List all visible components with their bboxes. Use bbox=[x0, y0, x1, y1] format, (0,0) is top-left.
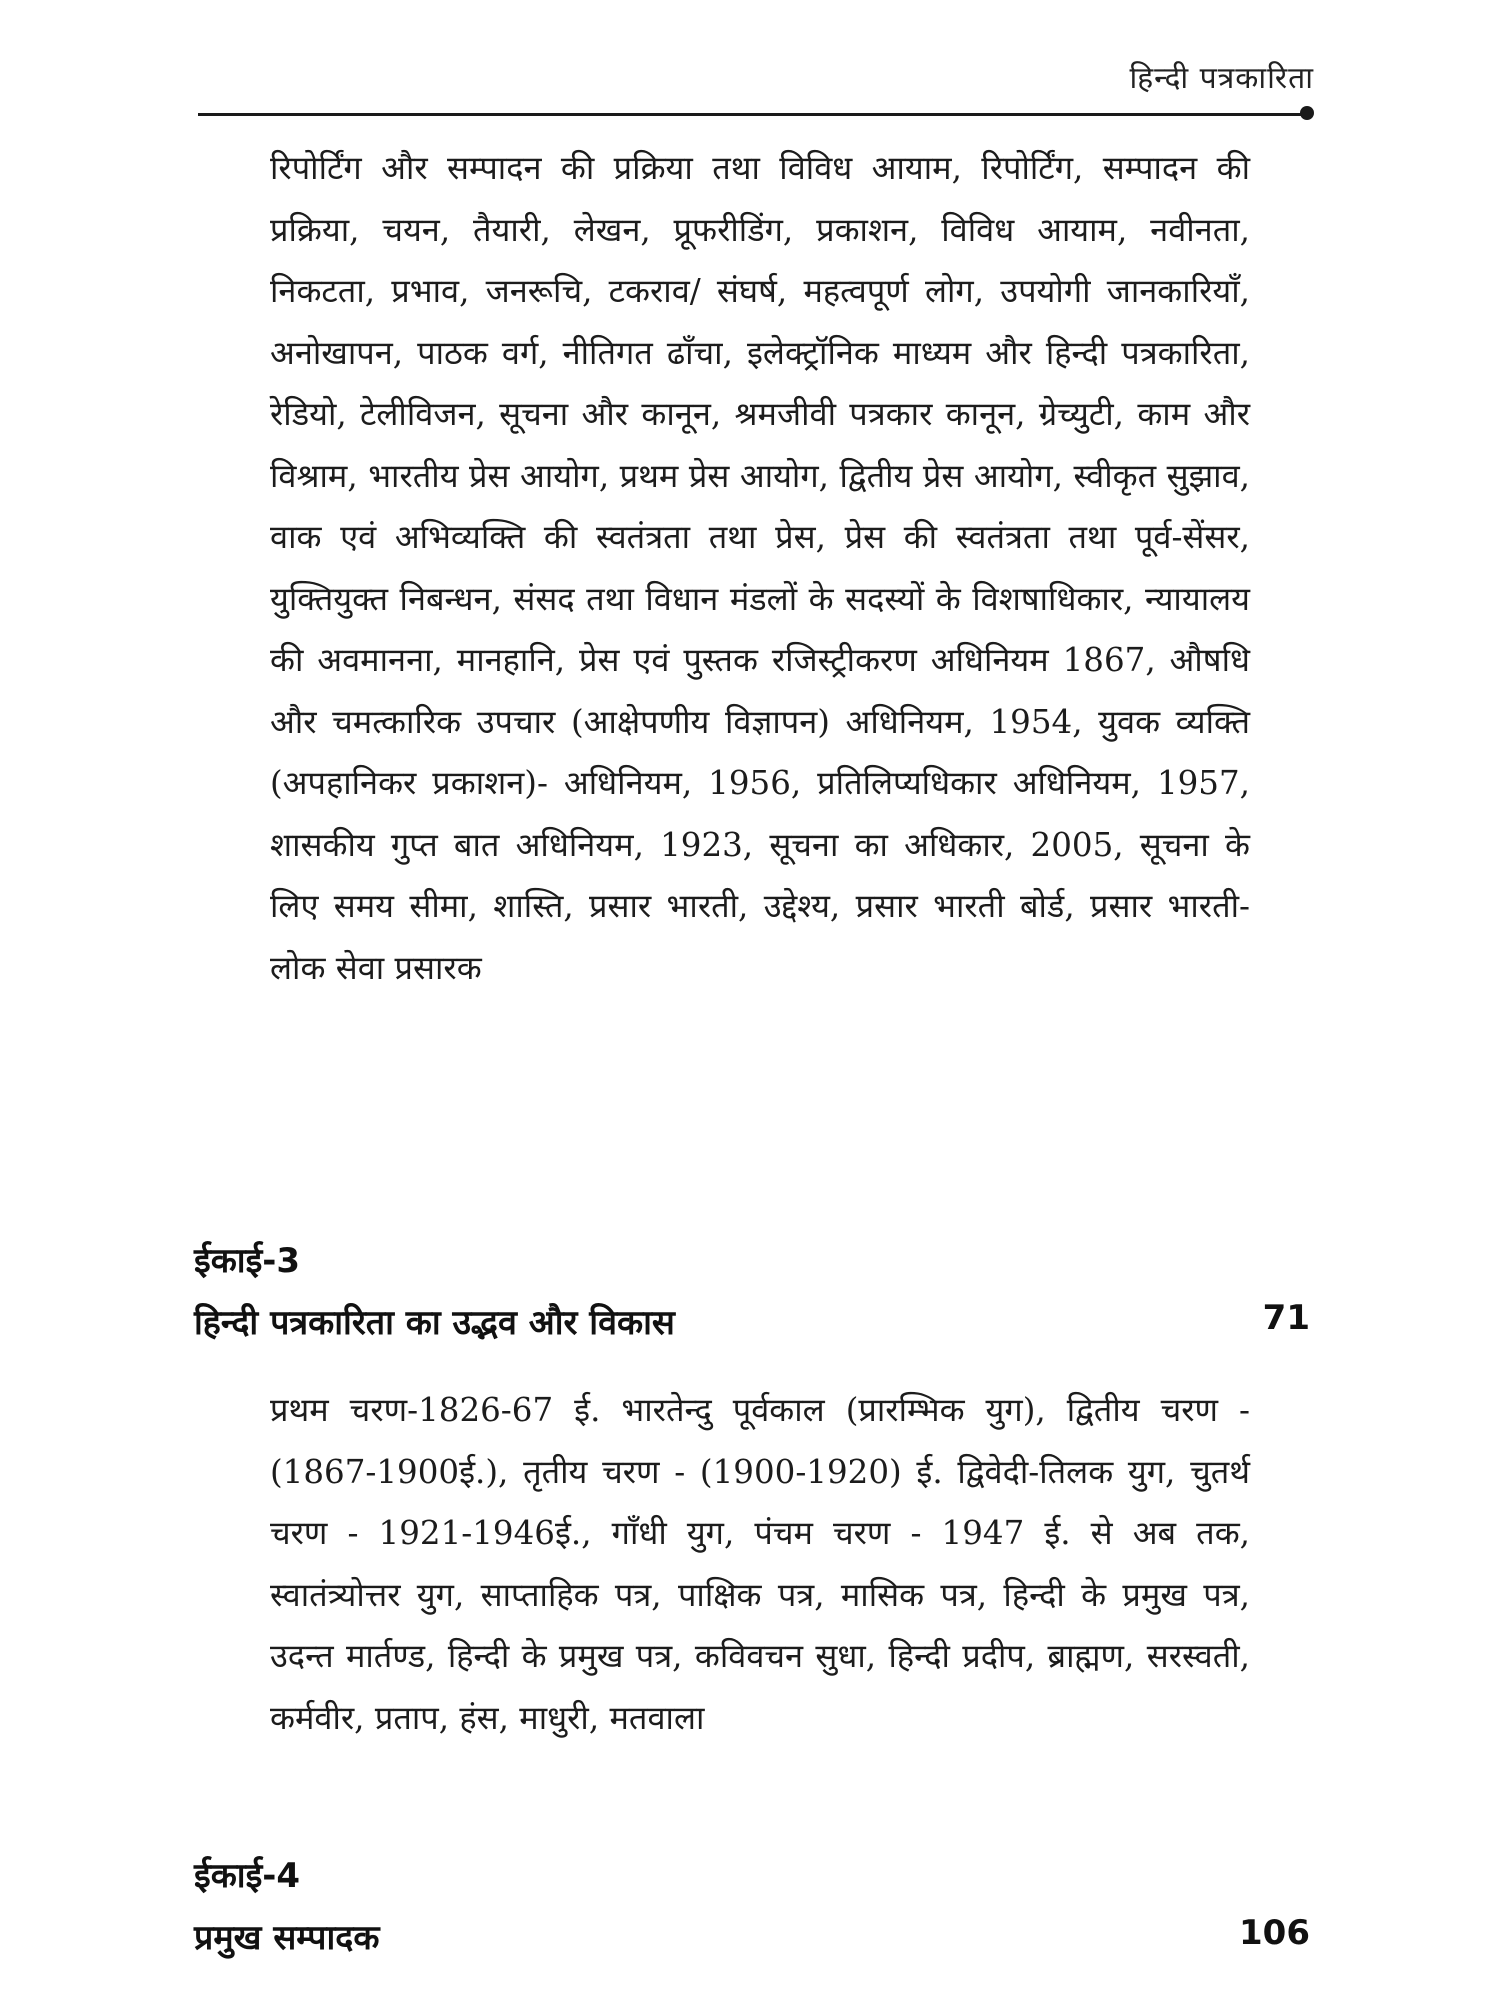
unit-2-contents: रिपोर्टिंग और सम्पादन की प्रक्रिया तथा विविध आयाम, रिपोर्टिंग, सम्पादन की प्रक्रिया, चयन, तैयारी, लेखन, प्रूफरीडिंग, प्रकाशन, विविध आयाम, नवीनता, निकटता, प्रभाव, जनरूचि, टकराव/ संघर्ष, महत्वपूर्ण लोग, उपयोगी जानकारियाँ, अनोखापन, पाठक वर्ग, नीतिगत ढाँचा, इलेक्ट्रॉनिक माध्यम और हिन्दी पत्रकारिता, रेडियो, टेलीविजन, सूचना और कानून, श्रमजीवी पत्रकार कानून, ग्रेच्युटी, काम और विश्राम, भारतीय प्रेस आयोग, प्रथम प्रेस आयोग, द्वितीय प्रेस आयोग, स्वीकृत सुझाव, वाक एवं अभिव्यक्ति की स्वतंत्रता तथा प्रेस, प्रेस की स्वतंत्रता तथा पूर्व-सेंसर, युक्तियुक्त निबन्धन, संसद तथा विधान मंडलों के सदस्यों के विशषाधिकार, न्यायालय की अवमानना, मानहानि, प्रेस एवं पुस्तक रजिस्ट्रीकरण अधिनियम 1867, औषधि और चमत्कारिक उपचार (आक्षेपणीय विज्ञापन) अधिनियम, 1954, युवक व्यक्ति (अपहानिकर प्रकाशन)- अधिनियम, 1956, प्रतिलिप्यधिकार अधिनियम, 1957, शासकीय गुप्त बात अधिनियम, 1923, सूचना का अधिकार, 2005, सूचना के लिए समय सीमा, शास्ति, प्रसार भारती, उद्देश्य, प्रसार भारती बोर्ड, प्रसार भारती-लोक सेवा प्रसारक bbox=[270, 149, 1250, 987]
header-rule bbox=[198, 113, 1304, 116]
header-rule-dot bbox=[1300, 106, 1314, 120]
unit-4-title: प्रमुख सम्पादक bbox=[194, 1918, 380, 1958]
unit-3-page-number: 71 bbox=[1262, 1298, 1310, 1338]
unit-4-label: ईकाई-4 bbox=[194, 1856, 301, 1896]
running-header-title: हिन्दी पत्रकारिता bbox=[1129, 61, 1314, 96]
unit-4-page-number: 106 bbox=[1239, 1913, 1310, 1953]
unit-3-contents: प्रथम चरण-1826-67 ई. भारतेन्दु पूर्वकाल (प्रारम्भिक युग), द्वितीय चरण - (1867-1900ई.), तृतीय चरण - (1900-1920) ई. द्विवेदी-तिलक युग, चुतर्थ चरण - 1921-1946ई., गाँधी युग, पंचम चरण - 1947 ई. से अब तक, स्वातंत्र्योत्तर युग, साप्ताहिक पत्र, पाक्षिक पत्र, मासिक पत्र, हिन्दी के प्रमुख पत्र, उदन्त मार्तण्ड, हिन्दी के प्रमुख पत्र, कविवचन सुधा, हिन्दी प्रदीप, ब्राह्मण, सरस्वती, कर्मवीर, प्रताप, हंस, माधुरी, मतवाला bbox=[270, 1391, 1250, 1737]
unit-3-label: ईकाई-3 bbox=[194, 1241, 301, 1281]
unit-3-title: हिन्दी पत्रकारिता का उद्भव और विकास bbox=[194, 1303, 675, 1343]
